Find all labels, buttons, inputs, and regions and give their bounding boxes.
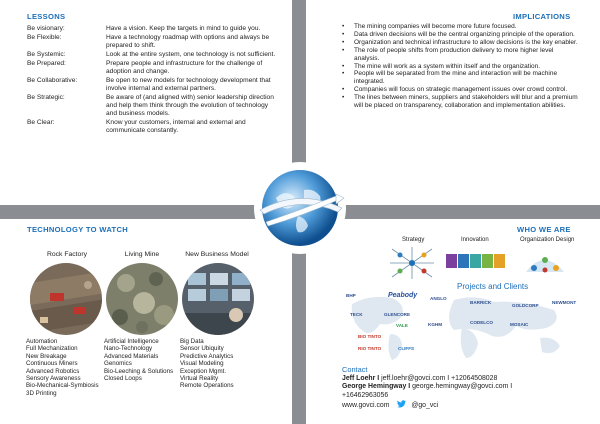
lesson-term: Be Prepared:: [27, 60, 66, 67]
tech-item: Advanced Materials: [104, 352, 159, 360]
lessons-heading: LESSONS: [27, 12, 66, 21]
technology-heading: TECHNOLOGY TO WATCH: [27, 225, 129, 234]
contact-phone[interactable]: +16462963056: [342, 391, 389, 399]
client-logo: TECK: [350, 312, 363, 317]
globe-logo: [254, 162, 346, 254]
organization-design-graphic: [522, 244, 568, 283]
client-logo: GOLDCORP: [512, 303, 539, 308]
implications-heading: IMPLICATIONS: [513, 12, 571, 21]
contact-person-2: [342, 383, 592, 392]
contact-person-1: [342, 375, 592, 384]
website-link[interactable]: www.govci.com: [342, 402, 390, 410]
tech-list-rock-factory: [26, 338, 99, 397]
lesson-item: [27, 119, 277, 135]
lesson-term: Be Strategic:: [27, 94, 65, 101]
contact-links: [342, 400, 592, 412]
contact-block: [342, 366, 592, 412]
implication-item: • The mining companies will become more future focused.: [342, 23, 580, 31]
tech-item: Remote Operations: [180, 382, 234, 390]
living-mine-image: [104, 261, 180, 337]
card-title-innovation: Innovation: [461, 237, 489, 243]
lessons-list: [27, 25, 277, 136]
lesson-term: Be Collaborative:: [27, 77, 78, 84]
tech-col-title: Living Mine: [124, 251, 160, 258]
client-logo: CODELCO: [470, 320, 493, 325]
tech-list-new-business-model: [180, 338, 234, 390]
tech-item: Bio-Leeching & Solutions: [104, 367, 174, 375]
tech-col-title: Rock Factory: [46, 251, 88, 258]
tech-item: New Breakage: [26, 352, 67, 360]
tech-item: Virtual Reality: [180, 375, 219, 383]
lesson-desc: Look at the entire system, one technology is not sufficient.: [106, 51, 276, 58]
contact-name: Jeff Loehr I: [342, 374, 380, 382]
strategy-graphic: [388, 245, 436, 286]
lesson-item: [27, 94, 277, 118]
lesson-item: [27, 34, 277, 50]
lesson-desc: Prepare people and infrastructure for the challenge of adoption and change.: [106, 60, 263, 75]
tech-item: 3D Printing: [26, 389, 57, 397]
tech-item: Sensory Awareness: [26, 375, 81, 383]
lesson-item: [27, 51, 277, 59]
client-logo-vale: VALE: [396, 323, 408, 328]
card-title-strategy: Strategy: [402, 237, 425, 243]
lesson-term: Be Flexible:: [27, 34, 62, 41]
twitter-icon: [397, 400, 406, 412]
twitter-handle[interactable]: @go_vci: [411, 402, 439, 410]
tech-item: Artificial Intelligence: [104, 338, 159, 345]
implication-item: • The lines between miners, suppliers and stakeholders will blur and a premium will be placed on transparency, collaboration and implementation abilities.: [342, 94, 580, 110]
tech-item: Full Mechanization: [26, 345, 78, 353]
implication-item: • The mine will work as a system within itself and the organization.: [342, 63, 580, 71]
tech-item: Automation: [26, 338, 58, 345]
client-logo-bio-tinto: BIO TINTO: [358, 334, 382, 339]
tech-item: Big Data: [180, 338, 204, 345]
lesson-term: Be Clear:: [27, 119, 55, 126]
implication-item: • The role of people shifts from production delivery to more higher level analysis.: [342, 47, 580, 63]
rock-factory-image: [28, 261, 104, 337]
lesson-term: Be visionary:: [27, 25, 65, 32]
contact-details[interactable]: jeff.loehr@govci.com I +12064508028: [381, 374, 498, 382]
tech-item: Predictive Analytics: [180, 352, 234, 360]
lesson-item: [27, 77, 277, 93]
lesson-term: Be Systemic:: [27, 51, 66, 58]
client-logo: NEWMONT: [552, 300, 577, 305]
lesson-desc: Be aware of (and aligned with) senior leadership direction and help them think through the evolution of technology and business models.: [106, 94, 274, 117]
tech-item: Exception Mgmt.: [180, 367, 227, 375]
implication-item: • Organization and technical infrastructure to allow decisions is the key enabler.: [342, 39, 580, 47]
tech-item: Advanced Robotics: [26, 367, 80, 375]
client-logo: GLENCORE: [384, 312, 411, 317]
lesson-item: [27, 60, 277, 76]
contact-email[interactable]: george.hemingway@govci.com I: [412, 383, 513, 391]
who-heading: WHO WE ARE: [517, 225, 571, 234]
projects-title: Projects and Clients: [457, 282, 529, 291]
implication-item: • Data driven decisions will be the central organizing principle of the operation.: [342, 31, 580, 39]
tech-item: Genomics: [104, 360, 132, 368]
lesson-desc: Have a technology roadmap with options and always be prepared to shift.: [106, 34, 270, 49]
lesson-item: [27, 25, 277, 33]
tech-item: Visual Modeling: [180, 360, 224, 368]
client-logo-rio-tinto: RIO TINTO: [358, 346, 382, 351]
tech-item: Continuous Miners: [26, 360, 78, 368]
client-logo: KGHM: [428, 322, 443, 327]
contact-heading: Contact: [342, 365, 368, 374]
card-title-organization-design: Organization Design: [520, 237, 575, 243]
tech-item: Bio-Mechanical-Symbiosis: [26, 382, 99, 390]
implication-item: • People will be separated from the mine and interaction will be machine integrated.: [342, 70, 580, 86]
client-logo: ANGLO: [430, 296, 447, 301]
lesson-desc: Have a vision. Keep the targets in mind to guide you.: [106, 25, 261, 32]
contact-name: George Hemingway I: [342, 383, 411, 391]
tech-item: Nano-Technology: [104, 345, 153, 353]
client-logo: BARRICK: [470, 300, 492, 305]
tech-list-living-mine: [104, 338, 173, 382]
implications-list: [342, 23, 580, 110]
new-business-model-image: [180, 261, 256, 337]
client-logo-peabody: Peabody: [388, 292, 418, 299]
implication-item: • Companies will focus on strategic management issues over crowd control.: [342, 86, 580, 94]
innovation-graphic: [446, 252, 508, 275]
lesson-desc: Know your customers, internal and external and communicate constantly.: [106, 119, 246, 134]
tech-item: Sensor Ubiquity: [180, 345, 224, 353]
tech-col-title: New Business Model: [185, 251, 249, 258]
lesson-desc: Be open to new models for technology development that involve internal and external partners.: [106, 77, 271, 92]
client-logo-cliffs: CLIFFS: [398, 346, 415, 351]
client-logo: BHP: [346, 293, 356, 298]
client-logo: MOSAIC: [510, 322, 529, 327]
tech-item: Closed Loops: [104, 375, 142, 383]
